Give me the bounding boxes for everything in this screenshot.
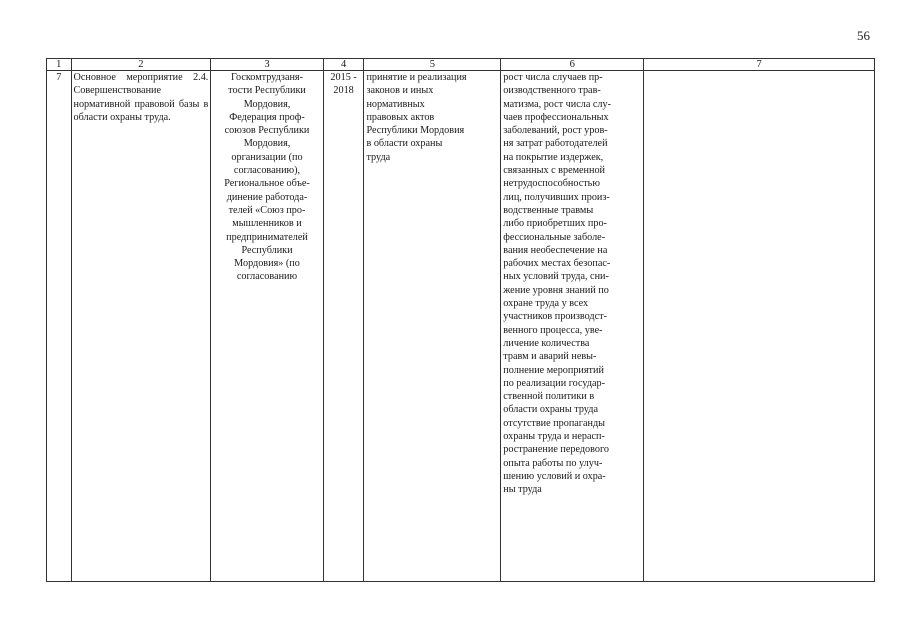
column-header-4: 4	[323, 59, 364, 71]
column-header-6: 6	[501, 59, 644, 71]
cell-row-number	[47, 71, 72, 582]
period-text: 2015 - 2018	[330, 72, 357, 97]
column-header-3: 3	[211, 59, 323, 71]
cell-expected-result	[364, 71, 501, 582]
column-header-1: 1	[47, 59, 72, 71]
measure-text: Основное мероприятие 2.4. Совершенствование нормативной правовой базы в области охраны труда.	[73, 72, 209, 123]
cell-consequences	[501, 71, 644, 582]
cell-column-7	[644, 71, 875, 582]
column-header-7: 7	[644, 59, 875, 71]
table-header-row	[47, 59, 875, 71]
row-number-text: 7	[56, 72, 62, 83]
column-header-5: 5	[364, 59, 501, 71]
consequences-text: рост числа случаев пр- оизводственного трав- матизма, рост числа слу- чаев профессиональных заболеваний, рост уров- ня затрат работодателей на покрытие издержек, связанных с временной нетрудоспособностью лиц, получивших произ- водственные травмы либо приобретших про- фессиональные заболе- вания необеспечение на рабочих местах безопас- ных условий труда, сни- жение уровня знаний по охране труда у всех участников производст- венного процесса, уве- личение количества травм и аварий невы- полнение мероприятий по реализации государ- ственной политики в области охраны труда отсутствие пропаганды охраны труда и нерасп- ространение передового опыта работы по улуч- шению условий и охра- ны труда	[503, 72, 611, 496]
program-measures-table	[46, 58, 875, 582]
expected-result-text: принятие и реализация законов и иных нормативных правовых актов Республики Мордовия в области охраны труда	[366, 72, 467, 163]
column-header-2: 2	[71, 59, 211, 71]
table-row	[47, 71, 875, 582]
cell-period	[323, 71, 364, 582]
cell-measure	[71, 71, 211, 582]
cell-executors	[211, 71, 323, 582]
executors-text: Госкомтрудзаня- тости Республики Мордовия, Федерация проф- союзов Республики Мордовия, организации (по согласованию), Региональное объе- динение работода- телей «Союз про- мышленников и предпринимателей Республики Мордовия» (по согласованию	[224, 72, 310, 283]
page-number: 56	[857, 28, 870, 43]
